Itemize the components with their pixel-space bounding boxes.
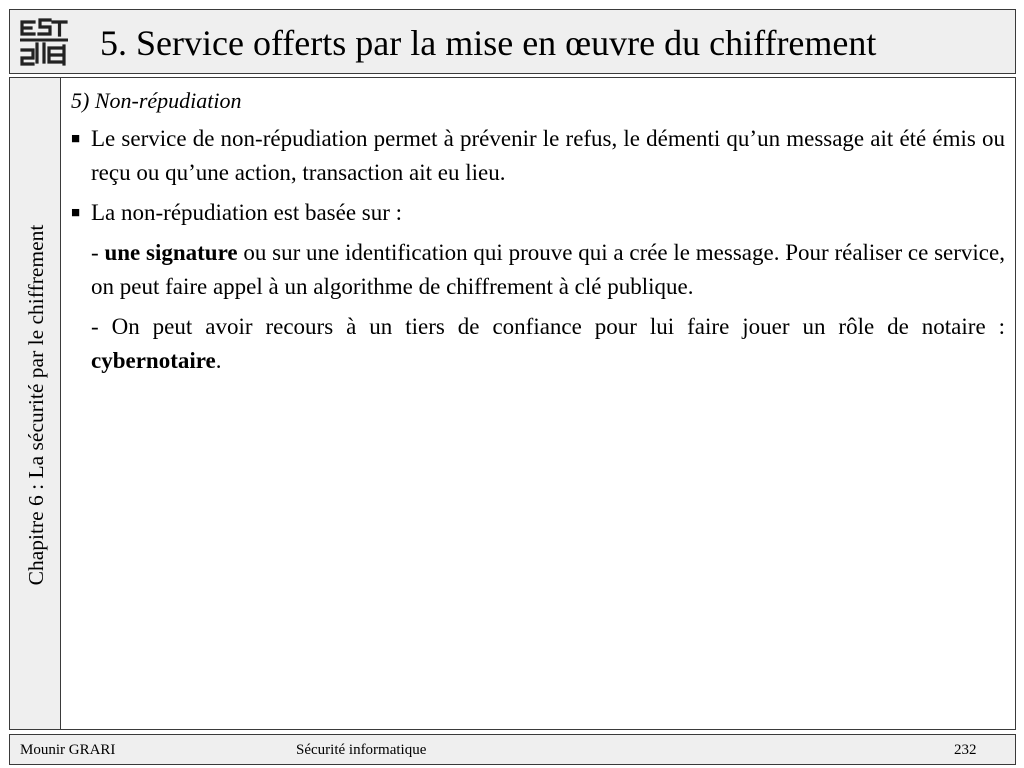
- slide-content: [60, 77, 1016, 730]
- page-number: 232: [954, 742, 977, 758]
- square-bullet-icon: ■: [71, 131, 81, 147]
- bullet-text: La non-répudiation est basée sur :: [91, 200, 403, 225]
- esto-logo-icon: [18, 18, 70, 66]
- notary-paragraph: [91, 310, 1005, 378]
- slide-footer: [9, 734, 1016, 765]
- chapter-sidebar: [9, 77, 61, 730]
- bullet-text: Le service de non-répudiation permet à prévenir le refus, le démenti qu’un message ait été émis ou reçu ou qu’une action, transaction ait eu lieu.: [91, 126, 1005, 185]
- slide-header: [9, 9, 1016, 74]
- footer-course: Sécurité informatique: [296, 742, 427, 758]
- paragraph-text: - On peut avoir recours à un tiers de confiance pour lui faire jouer un rôle de notaire :: [91, 314, 1005, 339]
- paragraph-text: ou sur une identification qui prouve qui a crée le message. Pour réaliser ce service, on peut faire appel à un algorithme de chiffrement à clé publique.: [91, 240, 1005, 299]
- chapter-label: Chapitre 6 : La sécurité par le chiffrement: [24, 224, 48, 586]
- signature-term: une signature: [104, 240, 238, 265]
- paragraph-prefix: -: [91, 240, 105, 265]
- signature-paragraph: [91, 236, 1005, 304]
- cybernotaire-term: cybernotaire: [91, 348, 216, 373]
- bullet-item: [71, 196, 1005, 230]
- paragraph-suffix: .: [215, 348, 222, 373]
- section-heading: 5) Non-répudiation: [71, 88, 242, 113]
- slide-title: 5. Service offerts par la mise en œuvre du chiffrement: [100, 23, 877, 63]
- square-bullet-icon: ■: [71, 205, 81, 221]
- footer-author: Mounir GRARI: [20, 742, 116, 758]
- bullet-item: [71, 122, 1005, 190]
